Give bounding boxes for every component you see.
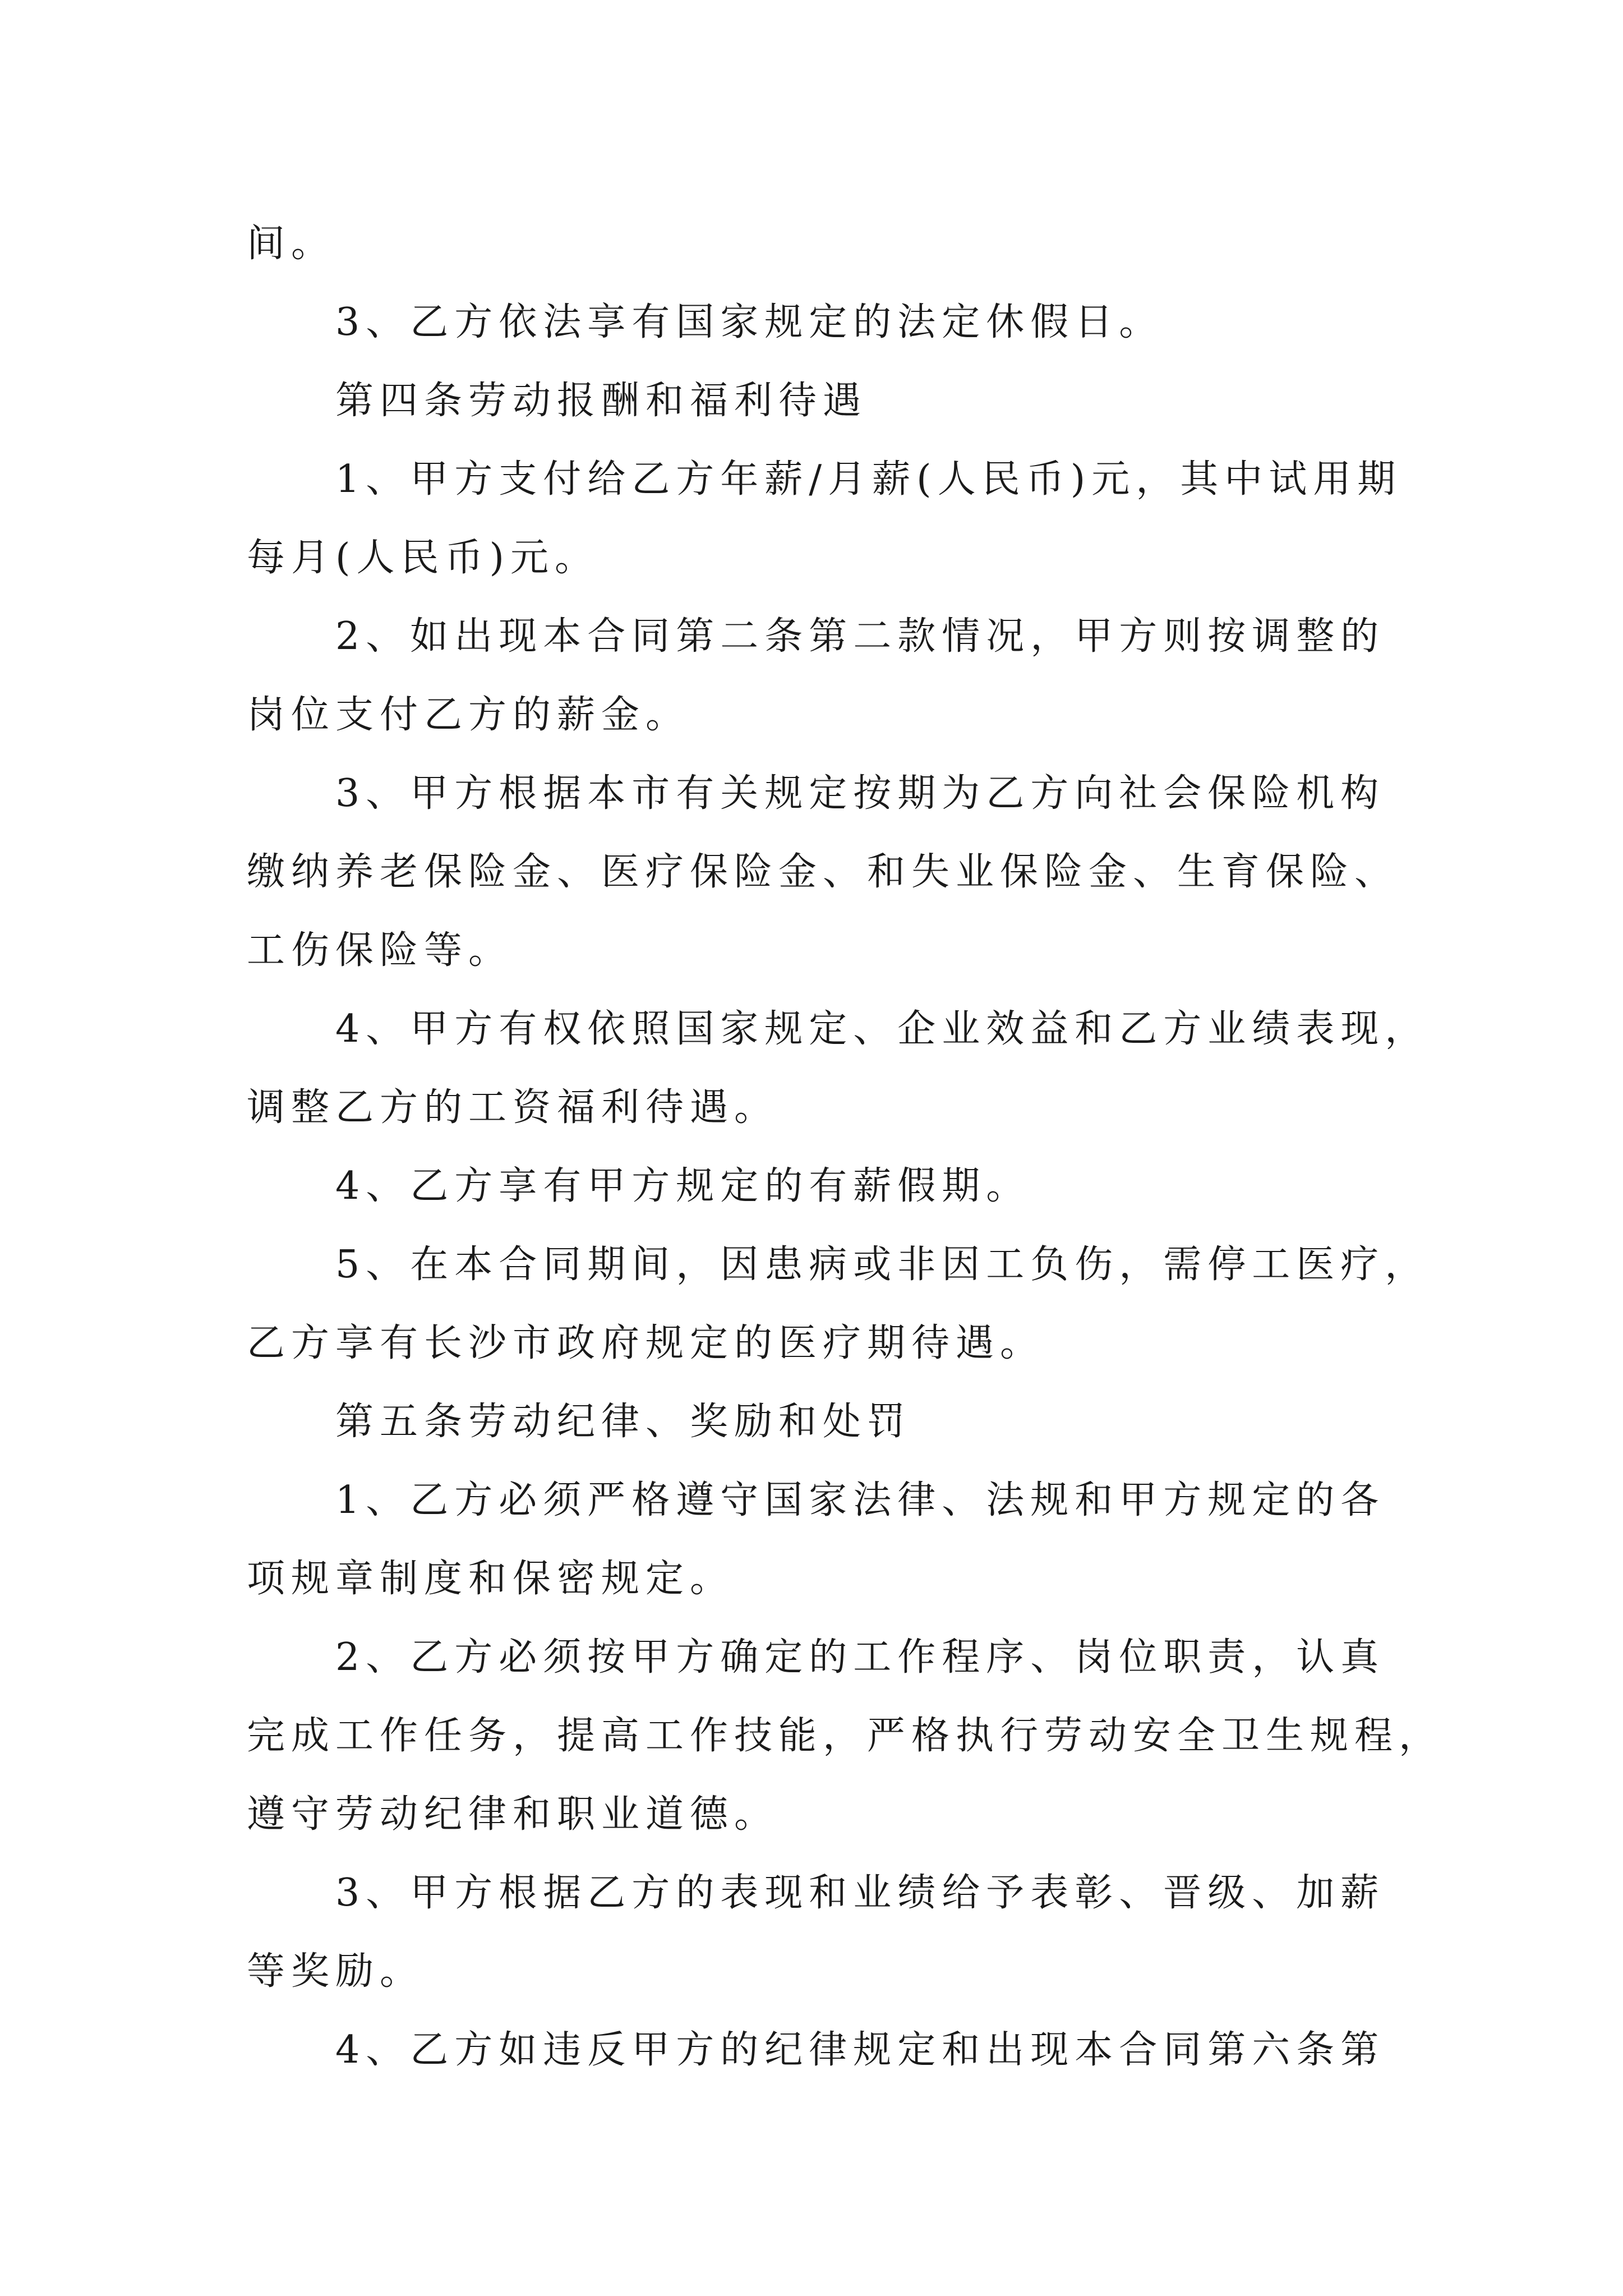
section-heading: 第五条劳动纪律、奖励和处罚 bbox=[335, 1400, 912, 1444]
text-line: 项规章制度和保密规定。 bbox=[247, 1557, 735, 1601]
text-line: 1、乙方必须严格遵守国家法律、法规和甲方规定的各 bbox=[335, 1478, 1385, 1522]
text-line: 4、乙方享有甲方规定的有薪假期。 bbox=[335, 1164, 1031, 1208]
text-line: 2、如出现本合同第二条第二款情况，甲方则按调整的 bbox=[335, 614, 1385, 659]
text-line: 2、乙方必须按甲方确定的工作程序、岗位职责，认真 bbox=[335, 1635, 1385, 1680]
text-line: 每月(人民币)元。 bbox=[247, 536, 600, 580]
text-line: 调整乙方的工资福利待遇。 bbox=[247, 1085, 779, 1130]
text-line: 工伤保险等。 bbox=[247, 928, 513, 973]
text-line: 岗位支付乙方的薪金。 bbox=[247, 693, 690, 737]
text-line: 3、甲方根据本市有关规定按期为乙方向社会保险机构 bbox=[335, 771, 1385, 816]
text-line: 遵守劳动纪律和职业道德。 bbox=[247, 1792, 779, 1837]
text-line: 4、甲方有权依照国家规定、企业效益和乙方业绩表现， bbox=[335, 1007, 1430, 1051]
text-line: 5、在本合同期间，因患病或非因工负伤，需停工医疗， bbox=[335, 1243, 1430, 1287]
text-line: 乙方享有长沙市政府规定的医疗期待遇。 bbox=[247, 1321, 1045, 1365]
text-line: 等奖励。 bbox=[247, 1949, 425, 1994]
text-line: 缴纳养老保险金、医疗保险金、和失业保险金、生育保险、 bbox=[247, 850, 1399, 894]
text-line: 3、甲方根据乙方的表现和业绩给予表彰、晋级、加薪 bbox=[335, 1871, 1385, 1915]
section-heading: 第四条劳动报酬和福利待遇 bbox=[335, 379, 868, 423]
text-line: 3、乙方依法享有国家规定的法定休假日。 bbox=[335, 300, 1164, 344]
text-line: 完成工作任务，提高工作技能，严格执行劳动安全卫生规程， bbox=[247, 1714, 1444, 1758]
text-line: 1、甲方支付给乙方年薪/月薪(人民币)元，其中试用期 bbox=[335, 457, 1402, 501]
text-line: 间。 bbox=[247, 222, 336, 266]
text-line: 4、乙方如违反甲方的纪律规定和出现本合同第六条第 bbox=[335, 2028, 1385, 2072]
